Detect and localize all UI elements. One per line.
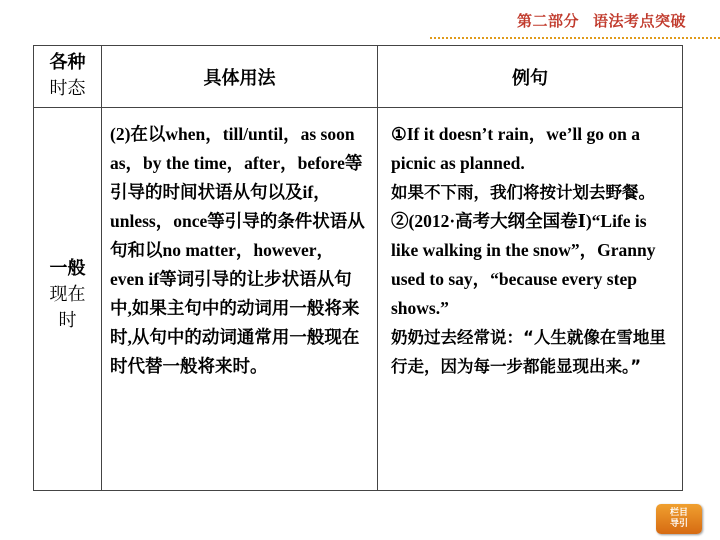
example-cell	[378, 108, 683, 491]
example1-chinese: 如果不下雨，我们将按计划去野餐。	[391, 183, 655, 202]
header-divider	[430, 37, 720, 39]
header-example: 例句	[378, 46, 683, 108]
table-header-row	[34, 46, 683, 108]
header-tense-line2: 时态	[49, 78, 86, 99]
section-nav-button[interactable]	[656, 504, 702, 534]
section-label: 语法考点突破	[592, 12, 686, 30]
tense-cell	[34, 108, 102, 491]
usage-text: (2)在以when，till/until，as soon as，by the time，after，before等引导的时间状语从句以及if，unless，once等引导的条件状语从句和以no matter，however，even if等词引导的让步状语从句中,如果主句中的动词用一般将来时,从句中的动词通常用一般现在时代替一般将来时。	[110, 124, 365, 376]
tense-line2: 现在	[49, 284, 86, 305]
table-row	[34, 108, 683, 491]
section-header	[517, 10, 686, 31]
header-usage: 具体用法	[102, 46, 378, 108]
tense-line3: 时	[58, 310, 77, 331]
tense-line1: 一般	[49, 258, 86, 279]
nav-label-line1: 栏目	[669, 508, 688, 518]
header-tense-line1: 各种	[49, 52, 86, 73]
header-tense-types	[34, 46, 102, 108]
grammar-table	[33, 45, 683, 491]
part-label: 第二部分	[516, 12, 579, 30]
example1-english: ①If it doesn’t rain，we’ll go on a picnic as planned.	[391, 124, 641, 173]
example2-english: ②(2012·高考大纲全国卷Ⅰ)“Life is like walking in the snow”，Granny used to say，“because every step shows.”	[391, 211, 656, 318]
example2-chinese: 奶奶过去经常说：“人生就像在雪地里行走，因为每一步都能显现出来。”	[391, 328, 666, 376]
usage-cell	[102, 108, 378, 491]
nav-label-line2: 导引	[669, 519, 688, 529]
